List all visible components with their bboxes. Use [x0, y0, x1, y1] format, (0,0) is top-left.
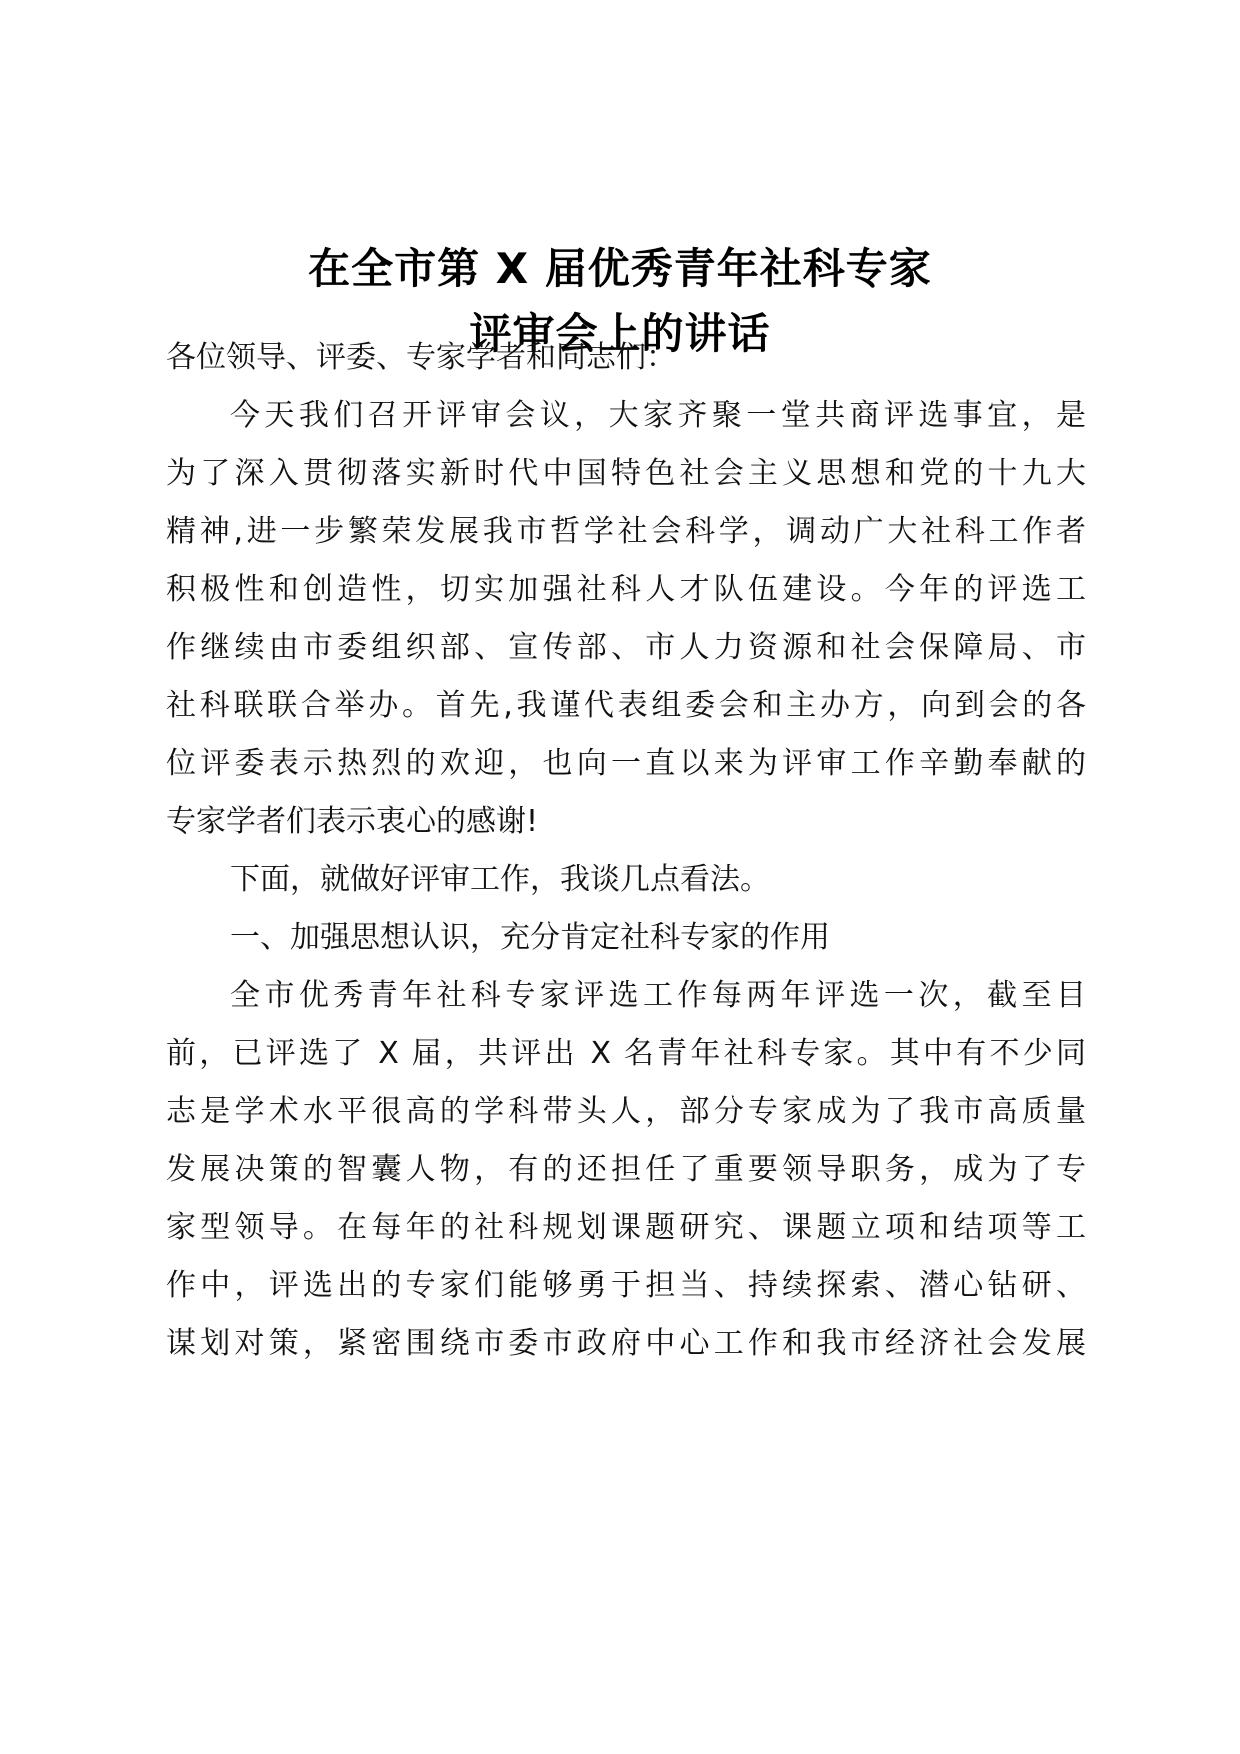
paragraph-1-line: 位评委表示热烈的欢迎，也向一直以来为评审工作辛勤奉献的 [166, 746, 1086, 781]
paragraph-1-line: 今天我们召开评审会议，大家齐聚一堂共商评选事宜，是 [230, 398, 1086, 433]
document-title-line-1: 在全市第 X 届优秀青年社科专家 [308, 244, 932, 293]
paragraph-3-line: 志是学术水平很高的学科带头人，部分专家成为了我市高质量 [166, 1094, 1086, 1129]
paragraph-1-line: 精神,进一步繁荣发展我市哲学社会科学，调动广大社科工作者 [166, 514, 1086, 549]
paragraph-1-line: 社科联联合举办。首先,我谨代表组委会和主办方，向到会的各 [166, 688, 1086, 723]
paragraph-3-line: 作中，评选出的专家们能够勇于担当、持续探索、潜心钻研、 [166, 1268, 1086, 1303]
paragraph-3-line: 全市优秀青年社科专家评选工作每两年评选一次，截至目 [230, 978, 1086, 1013]
paragraph-3-line: 前，已评选了 X 届，共评出 X 名青年社科专家。其中有不少同 [166, 1036, 1086, 1071]
paragraph-2: 下面，就做好评审工作，我谈几点看法。 [230, 862, 770, 897]
document-title-line-2: 评审会上的讲话 [469, 309, 771, 358]
paragraph-3-line: 谋划对策，紧密围绕市委市政府中心工作和我市经济社会发展 [166, 1326, 1086, 1361]
paragraph-3-line: 家型领导。在每年的社科规划课题研究、课题立项和结项等工 [166, 1210, 1086, 1245]
paragraph-1-line: 为了深入贯彻落实新时代中国特色社会主义思想和党的十九大 [166, 456, 1086, 491]
paragraph-3-line: 发展决策的智囊人物，有的还担任了重要领导职务，成为了专 [166, 1152, 1086, 1187]
salutation: 各位领导、评委、专家学者和同志们： [166, 340, 676, 375]
section-heading-1: 一、加强思想认识，充分肯定社科专家的作用 [230, 920, 830, 955]
paragraph-1-line: 作继续由市委组织部、宣传部、市人力资源和社会保障局、市 [166, 630, 1086, 665]
paragraph-1-line: 专家学者们表示衷心的感谢! [166, 804, 539, 839]
paragraph-1-line: 积极性和创造性，切实加强社科人才队伍建设。今年的评选工 [166, 572, 1086, 607]
